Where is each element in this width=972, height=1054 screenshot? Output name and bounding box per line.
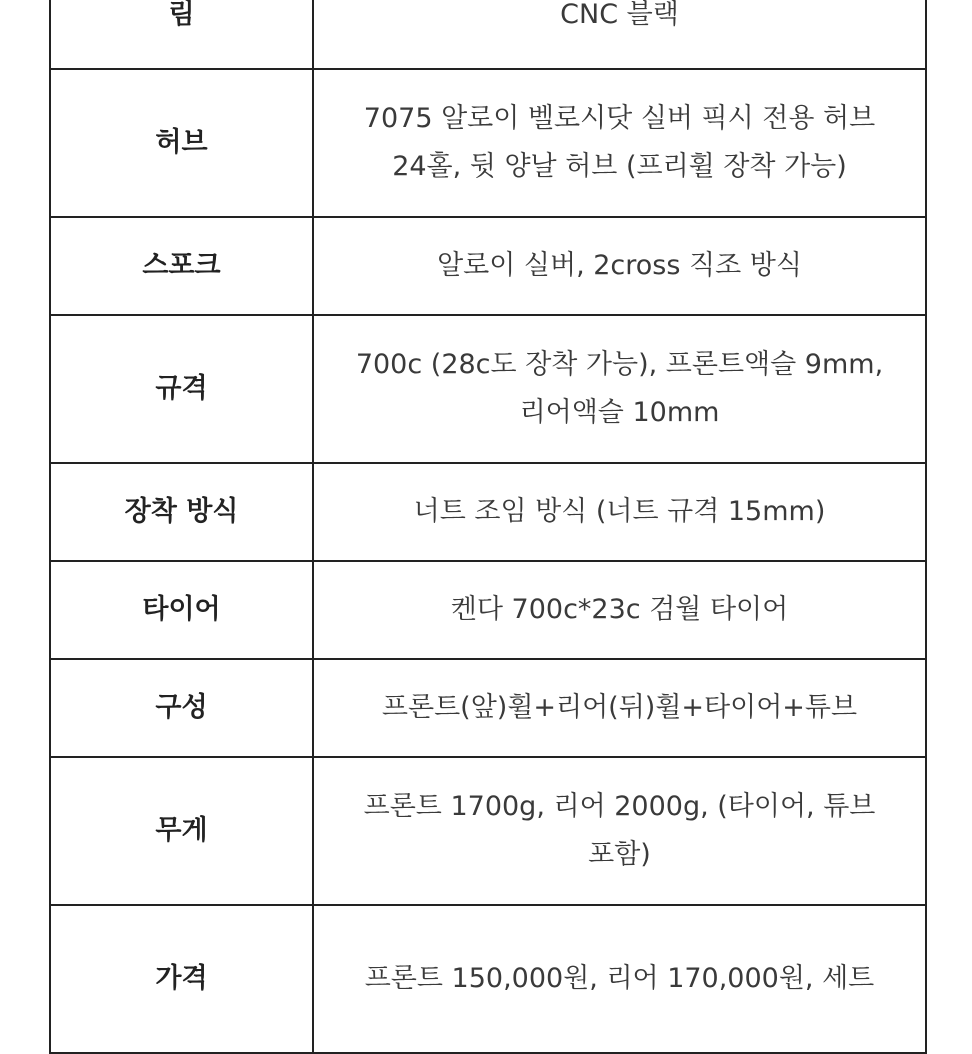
spec-label-mounting: 장착 방식 — [50, 463, 313, 561]
spec-label-hub: 허브 — [50, 69, 313, 217]
spec-value-composition: 프론트(앞)휠+리어(뒤)휠+타이어+튜브 — [313, 659, 926, 757]
spec-value-weight: 프론트 1700g, 리어 2000g, (타이어, 튜브 포함) — [313, 757, 926, 905]
table-row — [50, 905, 926, 1053]
table-row — [50, 659, 926, 757]
table-row — [50, 69, 926, 217]
table-row — [50, 561, 926, 659]
spec-value-hub: 7075 알로이 벨로시닷 실버 픽시 전용 허브 24홀, 뒷 양날 허브 (프리휠 장착 가능) — [313, 69, 926, 217]
spec-label-tire: 타이어 — [50, 561, 313, 659]
spec-label-spoke: 스포크 — [50, 217, 313, 315]
spec-value-mounting: 너트 조임 방식 (너트 규격 15mm) — [313, 463, 926, 561]
spec-label-weight: 무게 — [50, 757, 313, 905]
spec-value-rim: CNC 블랙 — [313, 0, 926, 69]
spec-value-price: 프론트 150,000원, 리어 170,000원, 세트 — [313, 905, 926, 1053]
table-row — [50, 315, 926, 463]
table-row — [50, 757, 926, 905]
spec-value-tire: 켄다 700c*23c 검월 타이어 — [313, 561, 926, 659]
spec-label-composition: 구성 — [50, 659, 313, 757]
spec-value-spoke: 알로이 실버, 2cross 직조 방식 — [313, 217, 926, 315]
table-row — [50, 217, 926, 315]
spec-label-price: 가격 — [50, 905, 313, 1053]
table-row — [50, 0, 926, 69]
spec-table — [49, 0, 927, 1054]
table-row — [50, 463, 926, 561]
spec-label-size: 규격 — [50, 315, 313, 463]
spec-label-rim: 림 — [50, 0, 313, 69]
spec-value-size: 700c (28c도 장착 가능), 프론트액슬 9mm, 리어액슬 10mm — [313, 315, 926, 463]
